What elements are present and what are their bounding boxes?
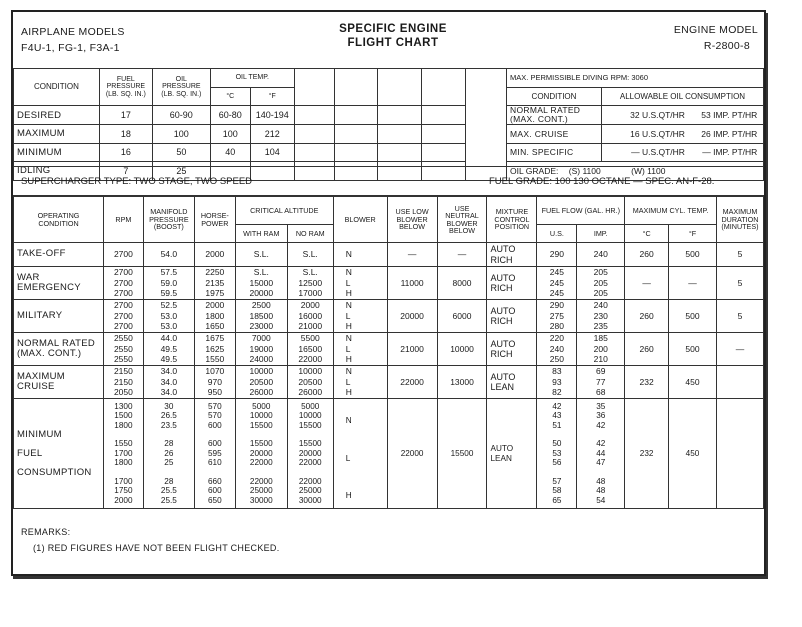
cell-name: MILITARY <box>14 300 104 333</box>
blank-cell <box>422 125 466 144</box>
cell-blower: N L H <box>333 300 387 333</box>
oil-row-normal: NORMAL RATED (MAX. CONT.) <box>507 106 602 125</box>
cell-noram: S.L. <box>287 243 333 267</box>
blank-cell <box>422 69 466 106</box>
cell-rpm: 2700 2700 2700 <box>103 300 143 333</box>
conditions-table <box>13 68 764 181</box>
cell-ram: 7000 19000 24000 <box>235 333 287 366</box>
cond-value: 18 <box>99 125 152 144</box>
cell-imp: 205 205 205 <box>577 267 625 300</box>
cell-name: TAKE-OFF <box>14 243 104 267</box>
table-row <box>14 333 764 366</box>
cell-noram: 10000 20500 26000 <box>287 366 333 399</box>
cell-c: 232 <box>625 399 669 509</box>
cell-rpm: 2150 2150 2050 <box>103 366 143 399</box>
cell-dur: 5 <box>716 267 763 300</box>
cell-name: MAXIMUM CRUISE <box>14 366 104 399</box>
table-row <box>14 366 764 399</box>
cell-ram: S.L. 15000 20000 <box>235 267 287 300</box>
table-row <box>14 267 764 300</box>
flight-data-table <box>13 196 764 509</box>
cell-us: 290 <box>537 243 577 267</box>
col-deg-c: °C <box>625 225 669 243</box>
table-row <box>14 399 764 509</box>
cell-f: 500 <box>669 300 717 333</box>
oil-row-min-specific: MIN. SPECIFIC <box>507 143 602 162</box>
cond-value: 60-80 <box>210 106 250 125</box>
cell-rpm: 2550 2550 2550 <box>103 333 143 366</box>
cell-mix: AUTO LEAN <box>487 399 537 509</box>
max-diving-rpm: MAX. PERMISSIBLE DIVING RPM: 3060 <box>507 69 764 88</box>
cell-c: 232 <box>625 366 669 399</box>
cell-imp: 185 200 210 <box>577 333 625 366</box>
cell-hp: 1070 970 950 <box>194 366 235 399</box>
cell-ram: 2500 18500 23000 <box>235 300 287 333</box>
col-with-ram: WITH RAM <box>235 225 287 243</box>
blank-cell <box>422 143 466 162</box>
cell-neutral: 10000 <box>437 333 487 366</box>
cell-mix: AUTO RICH <box>487 267 537 300</box>
cell-mix: AUTO LEAN <box>487 366 537 399</box>
cell-us: 83 93 82 <box>537 366 577 399</box>
cond-row-idling: IDLING <box>14 162 100 181</box>
cell-blower: N L H <box>333 399 387 509</box>
col-cyl-temp: MAXIMUM CYL. TEMP. <box>625 197 717 225</box>
cell-blower: N L H <box>333 366 387 399</box>
blank-cell <box>334 69 378 106</box>
cond-header-deg-f: °F <box>250 87 294 106</box>
airplane-label: AIRPLANE MODELS <box>21 26 125 38</box>
remarks <box>21 524 280 556</box>
cell-hp: 570 570 600 600 595 610 660 600 650 <box>194 399 235 509</box>
cell-imp: 240 230 235 <box>577 300 625 333</box>
oil-imp-value: — IMP. PT/HR <box>702 147 758 158</box>
blank-cell <box>334 143 378 162</box>
cell-imp: 240 <box>577 243 625 267</box>
cell-blower: N <box>333 243 387 267</box>
cond-value: 100 <box>210 125 250 144</box>
cell-blower: N L H <box>333 333 387 366</box>
col-horsepower: HORSE-POWER <box>194 197 235 243</box>
cell-low: 21000 <box>387 333 437 366</box>
cell-mix: AUTO RICH <box>487 300 537 333</box>
col-duration: MAXIMUM DURATION (MINUTES) <box>716 197 763 243</box>
engine-model: R-2800-8 <box>703 40 750 52</box>
cell-noram: 5500 16500 22000 <box>287 333 333 366</box>
blank-cell <box>334 106 378 125</box>
oil-row-normal-values <box>601 106 763 125</box>
col-mixture: MIXTURE CONTROL POSITION <box>487 197 537 243</box>
cell-neutral: 15500 <box>437 399 487 509</box>
remarks-label: REMARKS: <box>21 527 71 537</box>
title-line-2: FLIGHT CHART <box>347 37 439 49</box>
cell-noram: S.L. 12500 17000 <box>287 267 333 300</box>
cell-ram: 5000 10000 15500 15500 20000 22000 22000 25000 30000 <box>235 399 287 509</box>
cell-mp: 54.0 <box>143 243 194 267</box>
blank-cell <box>422 106 466 125</box>
cond-row-minimum: MINIMUM <box>14 143 100 162</box>
blank-cell <box>334 125 378 144</box>
cond-value: 25 <box>152 162 210 181</box>
oil-us-value: 16 U.S.QT/HR <box>630 128 685 139</box>
cond-row-desired: DESIRED <box>14 106 100 125</box>
flight-chart-sheet <box>11 10 766 576</box>
cell-f: 450 <box>669 366 717 399</box>
oil-grade-label: OIL GRADE: <box>510 165 559 176</box>
cell-name: MINIMUM FUEL CONSUMPTION <box>14 399 104 509</box>
cond-value: 104 <box>250 143 294 162</box>
table-row <box>14 300 764 333</box>
cell-mp: 52.5 53.0 53.0 <box>143 300 194 333</box>
blank-cell <box>294 69 334 106</box>
cell-f: 450 <box>669 399 717 509</box>
cell-mp: 34.0 34.0 34.0 <box>143 366 194 399</box>
engine-label: ENGINE MODEL <box>673 24 758 36</box>
cond-value: 60-90 <box>152 106 210 125</box>
oil-consumption-header: ALLOWABLE OIL CONSUMPTION <box>601 87 763 106</box>
col-deg-f: °F <box>669 225 717 243</box>
chart-header <box>13 12 764 68</box>
cell-noram: 5000 10000 15500 15500 20000 22000 22000 25000 30000 <box>287 399 333 509</box>
supercharger-band <box>13 166 764 196</box>
supercharger-type: SUPERCHARGER TYPE: TWO STAGE, TWO SPEED <box>21 176 253 187</box>
oil-us-value: — U.S.QT/HR <box>631 147 685 158</box>
cell-mp: 30 26.5 23.5 28 26 25 28 25.5 25.5 <box>143 399 194 509</box>
col-blower: BLOWER <box>333 197 387 243</box>
oil-row-cruise: MAX. CRUISE <box>507 125 602 144</box>
blank-cell <box>294 106 334 125</box>
cell-ram: 10000 20500 26000 <box>235 366 287 399</box>
cell-rpm: 1300 1500 1800 1550 1700 1800 1700 1750 2000 <box>103 399 143 509</box>
oil-us-value: 32 U.S.QT/HR <box>630 110 685 120</box>
cell-rpm: 2700 <box>103 243 143 267</box>
cell-dur: — <box>716 333 763 366</box>
cell-low: 20000 <box>387 300 437 333</box>
cond-value: 7 <box>99 162 152 181</box>
blank-cell <box>378 125 422 144</box>
cell-imp: 69 77 68 <box>577 366 625 399</box>
title-line-1: SPECIFIC ENGINE <box>339 23 447 35</box>
col-operating: OPERATING CONDITION <box>14 197 104 243</box>
cond-value: 100 <box>152 125 210 144</box>
cond-value: 16 <box>99 143 152 162</box>
oil-row-cruise-values <box>601 125 763 144</box>
cell-dur <box>716 399 763 509</box>
cell-ram: S.L. <box>235 243 287 267</box>
col-imp: IMP. <box>577 225 625 243</box>
remark-1: (1) RED FIGURES HAVE NOT BEEN FLIGHT CHECKED. <box>33 543 280 553</box>
cond-value: 17 <box>99 106 152 125</box>
col-manifold: MANIFOLD PRESSURE (BOOST) <box>143 197 194 243</box>
cell-c: — <box>625 267 669 300</box>
cell-us: 290 275 280 <box>537 300 577 333</box>
oil-row-min-values <box>601 143 763 162</box>
cell-mix: AUTO RICH <box>487 333 537 366</box>
cond-value: 212 <box>250 125 294 144</box>
oil-imp-value: 26 IMP. PT/HR <box>701 128 758 139</box>
cell-hp: 2000 <box>194 243 235 267</box>
cond-header-fuel: FUEL PRESSURE (LB. SQ. IN.) <box>99 69 152 106</box>
blank-cell <box>378 106 422 125</box>
cell-hp: 2250 2135 1975 <box>194 267 235 300</box>
table-row <box>14 243 764 267</box>
cond-value: 40 <box>210 143 250 162</box>
col-no-ram: NO RAM <box>287 225 333 243</box>
cell-us: 220 240 250 <box>537 333 577 366</box>
col-us: U.S. <box>537 225 577 243</box>
cell-neutral: 6000 <box>437 300 487 333</box>
cell-low: — <box>387 243 437 267</box>
cell-us: 245 245 245 <box>537 267 577 300</box>
blank-cell <box>466 69 507 181</box>
cell-dur: 5 <box>716 300 763 333</box>
cell-mix: AUTO RICH <box>487 243 537 267</box>
col-rpm: RPM <box>103 197 143 243</box>
col-fuel-flow: FUEL FLOW (GAL. HR.) <box>537 197 625 225</box>
cond-row-maximum: MAXIMUM <box>14 125 100 144</box>
col-low-blower: USE LOW BLOWER BELOW <box>387 197 437 243</box>
cell-f: — <box>669 267 717 300</box>
flight-data-rows <box>14 243 764 509</box>
cell-neutral: 8000 <box>437 267 487 300</box>
oil-condition-header: CONDITION <box>507 87 602 106</box>
cell-imp: 35 36 42 42 44 47 48 48 54 <box>577 399 625 509</box>
blank-cell <box>378 69 422 106</box>
page-title <box>313 22 473 50</box>
col-critical-altitude: CRITICAL ALTITUDE <box>235 197 333 225</box>
cell-name: NORMAL RATED (MAX. CONT.) <box>14 333 104 366</box>
cond-header-oil-temp: OIL TEMP. <box>210 69 294 88</box>
oil-grade-w: (W) 1100 <box>631 165 666 176</box>
cell-low: 22000 <box>387 399 437 509</box>
cell-c: 260 <box>625 243 669 267</box>
col-neutral-blower: USE NEUTRAL BLOWER BELOW <box>437 197 487 243</box>
blank-cell <box>378 143 422 162</box>
cell-neutral: — <box>437 243 487 267</box>
blank-cell <box>294 143 334 162</box>
fuel-grade: FUEL GRADE: 100 130 OCTANE — SPEC. AN-F-28. <box>489 176 715 187</box>
oil-grade-s: (S) 1100 <box>568 165 601 176</box>
cond-header-condition: CONDITION <box>14 69 100 106</box>
cell-c: 260 <box>625 333 669 366</box>
cell-us: 42 43 51 50 53 56 57 58 65 <box>537 399 577 509</box>
cond-value: 140-194 <box>250 106 294 125</box>
cell-f: 500 <box>669 333 717 366</box>
cell-c: 260 <box>625 300 669 333</box>
cell-mp: 57.5 59.0 59.5 <box>143 267 194 300</box>
cell-f: 500 <box>669 243 717 267</box>
cell-noram: 2000 16000 21000 <box>287 300 333 333</box>
cell-dur: 5 <box>716 243 763 267</box>
cell-low: 11000 <box>387 267 437 300</box>
oil-imp-value: 53 IMP. PT/HR <box>701 110 758 120</box>
cond-header-deg-c: °C <box>210 87 250 106</box>
airplane-models: F4U-1, FG-1, F3A-1 <box>21 42 120 54</box>
cell-rpm: 2700 2700 2700 <box>103 267 143 300</box>
blank-cell <box>294 125 334 144</box>
cell-blower: N L H <box>333 267 387 300</box>
cell-hp: 2000 1800 1650 <box>194 300 235 333</box>
cond-value: 50 <box>152 143 210 162</box>
cell-neutral: 13000 <box>437 366 487 399</box>
cell-mp: 44.0 49.5 49.5 <box>143 333 194 366</box>
cell-dur <box>716 366 763 399</box>
cond-header-oil: OIL PRESSURE (LB. SQ. IN.) <box>152 69 210 106</box>
cell-name: WAR EMERGENCY <box>14 267 104 300</box>
cell-hp: 1675 1625 1550 <box>194 333 235 366</box>
cell-low: 22000 <box>387 366 437 399</box>
